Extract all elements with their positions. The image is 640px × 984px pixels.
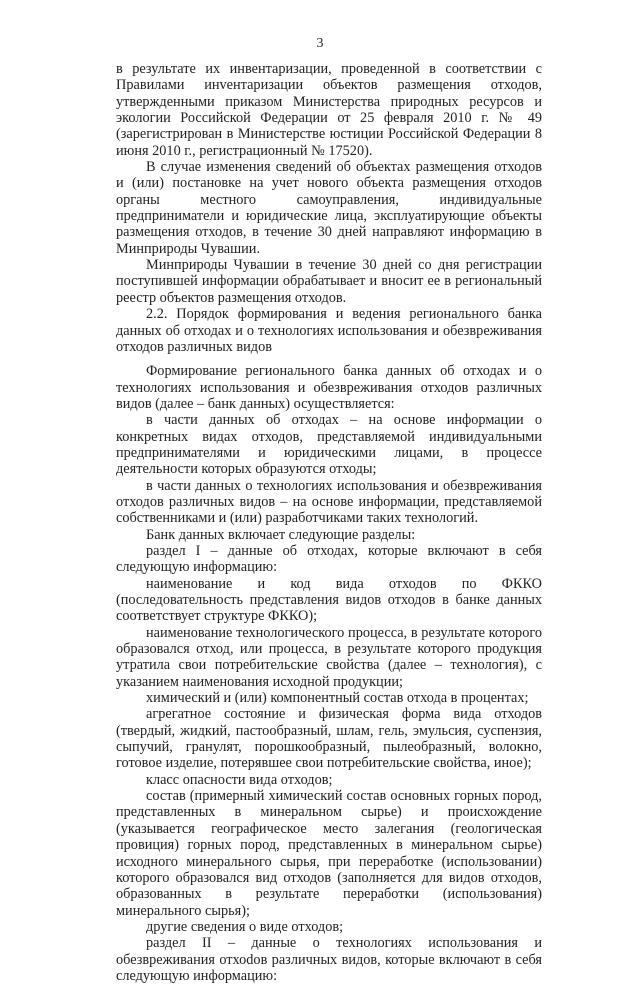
list-item: агрегатное состояние и физическая форма вида отходов (твердый, жидкий, пастообразный, шлам, гель, эмульсия, суспензия, сыпучий, гранулят, порошкообразный, пылеобразный, волокно, готовое изделие, потерявшее свои потребительские свойства, иное); [116, 706, 542, 772]
paragraph: В случае изменения сведений об объектах размещения отходов и (или) постановке на учет нового объекта размещения отходов органы местного самоуправления, индивидуальные предприниматели и юридические лица, эксплуатирующие объекты размещения отходов, в течение 30 дней направляют информацию в Минприроды Чувашии. [116, 159, 542, 257]
paragraph: в результате их инвентаризации, проведенной в соответствии с Правилами инvентаризации объектов размещения отходов, утвержденными приказом Министерства природных ресурсов и экологии Российской Федерации от 25 февраля 2010 г. № 49 (зарегистрирован в Министерстве юстиции Российской Федерации 8 июня 2010 г., регистрационный № 17520). [116, 61, 542, 159]
paragraph: Минприроды Чувашии в течение 30 дней со дня регистрации поступившей информации обрабатывает и вносит ее в региональный реестр объектов размещения отходов. [116, 257, 542, 306]
paragraph: в части данных об отходах – на основе информации о конкретных видах отходов, представляемой индивидуальными предпринимателями и юридическими лицами, в процессе деятельности которых образуются отходы; [116, 412, 542, 478]
paragraph: раздел II – данные о технологиях использования и обезвреживания отхоdов различных видов, которые включают в себя следующую информацию: [116, 935, 542, 984]
list-item: состав (примерный химический состав основных горных пород, представленных в минеральном сырье) и происхождение (указывается географическое место залегания (геологическая провиция) горных пород, представленных в минеральном сырье) исходного минерального сырья, при переработке (использовании) которого образовался вид отходов (заполняется для видов отходов, образованных в результате переработки (использования) минерального сырья); [116, 788, 542, 919]
paragraph: Банк данных включает следующие разделы: [146, 526, 416, 543]
paragraph: раздел I – данные об отходах, которые включают в себя следующую информацию: [116, 542, 542, 576]
list-item: наименование и код вида отходов по ФККО (последовательность представления видов отходов в банке данных соответствует структуре ФККО); [116, 575, 542, 625]
body-text [116, 61, 542, 984]
list-item: другие сведения о виде отходов; [146, 918, 344, 935]
section-heading: 2.2. Порядок формирования и ведения регионального банка данных об отходах и о технологиях использования и обезвреживания отходов различных видов [116, 306, 542, 355]
list-item: наименование технологического процесса, в результате которого образовался отход, или процесса, в результате которого продукция утратила свои потребительские свойства (далее – технология), с указанием наименования исходной продукции; [116, 624, 542, 690]
paragraph: Формирование регионального банка данных об отходах и о технологиях использования и обезвреживания отходов различных видов (далее – банк данных) осуществляется: [116, 363, 542, 412]
paragraph: в части данных о технологиях использования и обезвреживания отходов различных видов – на основе информации, представляемой собственниками и (или) разработчиками таких технологий. [116, 477, 542, 527]
page-number: 3 [316, 36, 324, 51]
list-item: класс опасности вида отходов; [146, 771, 333, 788]
list-item: химический и (или) компонентный состав отхода в процентах; [146, 690, 529, 707]
